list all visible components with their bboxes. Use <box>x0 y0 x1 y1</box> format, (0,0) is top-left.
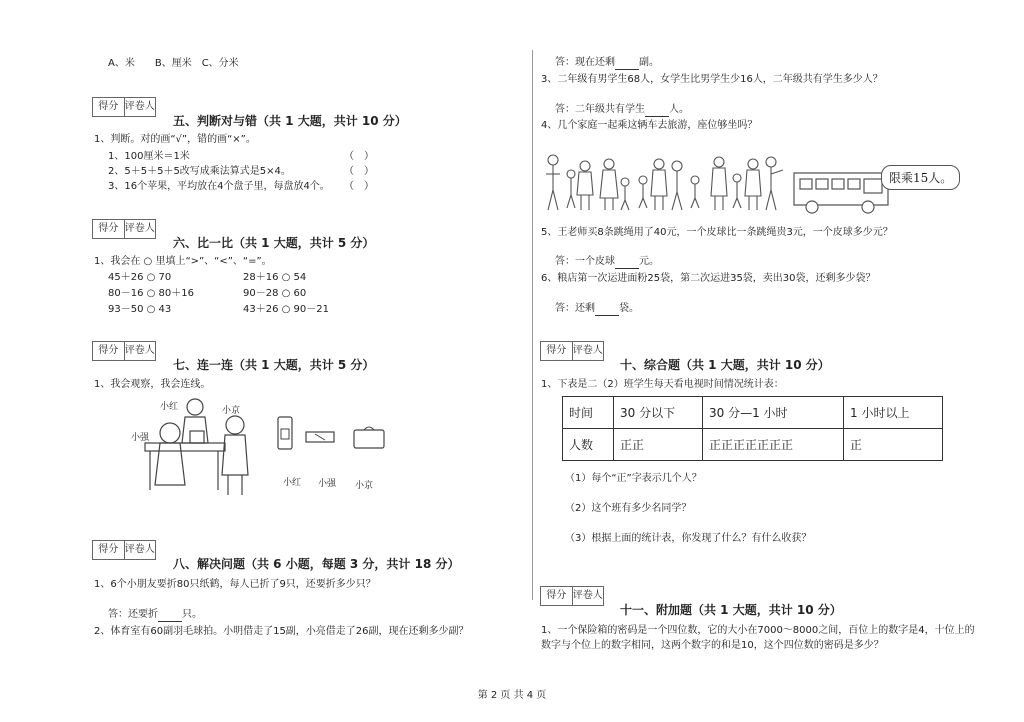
answer-blank[interactable] <box>595 303 619 316</box>
answer-suffix: 副。 <box>639 57 659 68</box>
q3: 3、二年级有男学生68人，女学生比男学生少16人，二年级共有学生多少人？ <box>541 74 883 85</box>
section-7-title: 七、连一连（共 1 大题，共计 5 分） <box>173 358 375 372</box>
sec8-q1: 1、6个小朋友要折80只纸鹤，每人已折了9只，还要折多少只？ <box>94 579 376 590</box>
sec8-a1 <box>108 609 202 622</box>
compare-3: 80－16 ○ 80＋16 <box>108 288 194 299</box>
pencil-case-icon <box>275 413 297 453</box>
answer-6 <box>555 303 639 316</box>
answer-blank[interactable] <box>615 256 639 269</box>
q5: 5、王老师买8条跳绳用了40元，一个皮球比一条跳绳贵3元，一个皮球多少元？ <box>541 227 893 238</box>
sec10-subq-3: （3）根据上面的统计表，你发现了什么？有什么收获？ <box>565 533 812 544</box>
grader-label: 评卷人 <box>572 590 603 601</box>
sec5-paren-2: （ ） <box>344 166 374 177</box>
name-xiaoqiang: 小强 <box>131 433 150 443</box>
bottom-label-1: 小红 <box>283 478 302 488</box>
score-label: 得分 <box>541 587 573 605</box>
sec11-line-1: 1、一个保险箱的密码是一个四位数，它的大小在7000～8000之间，百位上的数字是4，十位上的 <box>541 625 975 636</box>
answer-suffix: 元。 <box>639 256 659 267</box>
sec11-line-2: 数字与个位上的数字相同，这两个数字的和是10，这个四位数的密码是多少？ <box>541 640 884 651</box>
section-5-title: 五、判断对与错（共 1 大题，共计 10 分） <box>173 114 407 128</box>
bus-capacity-sign: 限乘15人。 <box>881 165 960 190</box>
answer-prefix: 答：还要折 <box>108 609 158 620</box>
table-cell: 正正正正正正正 <box>703 429 844 461</box>
grader-label: 评卷人 <box>124 345 155 356</box>
answer-prefix: 答：还剩 <box>555 303 595 314</box>
answer-suffix: 人。 <box>669 104 689 115</box>
score-label: 得分 <box>93 342 125 360</box>
sec5-item-2: 2、5＋5＋5＋5改写成乘法算式是5×4。 <box>108 166 291 177</box>
sec10-prompt: 1、下表是二（2）班学生每天看电视时间情况统计表： <box>541 379 784 390</box>
eraser-icon <box>305 430 335 444</box>
answer-3 <box>555 104 689 117</box>
answer-prefix: 答：现在还剩 <box>555 57 615 68</box>
grader-label: 评卷人 <box>124 544 155 555</box>
compare-4: 90－28 ○ 60 <box>243 288 307 299</box>
grader-label: 评卷人 <box>124 223 155 234</box>
sec5-paren-3: （ ） <box>344 181 374 192</box>
section-8-title: 八、解决问题（共 6 小题，每题 3 分，共计 18 分） <box>173 557 460 571</box>
section-10-title: 十、综合题（共 1 大题，共计 10 分） <box>620 358 830 372</box>
sec8-q2: 2、体育室有60副羽毛球拍。小明借走了15副，小亮借走了26副，现在还剩多少副？ <box>94 626 469 637</box>
answer-suffix: 袋。 <box>619 303 639 314</box>
answer-blank[interactable] <box>645 104 669 117</box>
sec10-subq-1: （1）每个“正”字表示几个人？ <box>565 473 702 484</box>
sec5-paren-1: （ ） <box>344 151 374 162</box>
table-cell: 人数 <box>563 429 614 461</box>
section-11-title: 十一、附加题（共 1 大题，共计 10 分） <box>620 603 842 617</box>
table-header-cell: 1 小时以上 <box>844 397 943 429</box>
page-footer: 第 2 页 共 4 页 <box>477 690 547 701</box>
sec7-prompt: 1、我会观察，我会连线。 <box>94 379 211 390</box>
grader-label: 评卷人 <box>124 101 155 112</box>
name-xiaohong: 小红 <box>160 402 179 412</box>
score-label: 得分 <box>93 98 125 116</box>
answer-5 <box>555 256 659 269</box>
answer-blank[interactable] <box>158 609 182 622</box>
score-label: 得分 <box>541 342 573 360</box>
q6: 6、粮店第一次运进面粉25袋，第二次运进35袋，卖出30袋，还剩多少袋？ <box>541 273 876 284</box>
answer-suffix: 只。 <box>182 609 202 620</box>
score-box-sec7 <box>92 341 156 361</box>
score-box-sec6 <box>92 219 156 239</box>
table-header-cell: 时间 <box>563 397 614 429</box>
table-cell: 正正 <box>614 429 703 461</box>
sec10-subq-2: （2）这个班有多少名同学？ <box>565 503 692 514</box>
table-row <box>563 429 943 461</box>
name-xiaojing: 小京 <box>222 406 241 416</box>
grader-label: 评卷人 <box>572 345 603 356</box>
compare-6: 43＋26 ○ 90－21 <box>243 304 329 315</box>
options-line: A、米 B、厘米 C、分米 <box>108 58 239 69</box>
answer-prefix: 答：二年级共有学生 <box>555 104 645 115</box>
compare-5: 93－50 ○ 43 <box>108 304 172 315</box>
section-6-title: 六、比一比（共 1 大题，共计 5 分） <box>173 236 375 250</box>
answer-blank[interactable] <box>615 57 639 70</box>
score-box-sec8 <box>92 540 156 560</box>
tv-time-table <box>562 396 943 461</box>
score-box-sec11 <box>540 586 604 606</box>
compare-1: 45＋26 ○ 70 <box>108 272 172 283</box>
sec5-prompt: 1、判断。对的画“√”，错的画“×”。 <box>94 134 256 145</box>
families-illustration <box>543 150 788 215</box>
answer-remaining <box>555 57 659 70</box>
table-cell: 正 <box>844 429 943 461</box>
table-row <box>563 397 943 429</box>
bus-icon <box>790 165 890 215</box>
sec5-item-3: 3、16个苹果，平均放在4个盘子里，每盘放4个。 <box>108 181 330 192</box>
column-divider <box>532 50 533 600</box>
compare-2: 28＋16 ○ 54 <box>243 272 307 283</box>
score-box-sec5 <box>92 97 156 117</box>
score-box-sec10 <box>540 341 604 361</box>
table-header-cell: 30 分—1 小时 <box>703 397 844 429</box>
bottom-label-3: 小京 <box>355 481 374 491</box>
score-label: 得分 <box>93 541 125 559</box>
score-label: 得分 <box>93 220 125 238</box>
children-desk-illustration <box>140 395 270 505</box>
sec6-prompt: 1、我会在 ○ 里填上“>”、“<”、“=”。 <box>94 256 272 267</box>
bottom-label-2: 小强 <box>318 479 337 489</box>
answer-prefix: 答：一个皮球 <box>555 256 615 267</box>
table-header-cell: 30 分以下 <box>614 397 703 429</box>
school-bag-icon <box>352 424 386 450</box>
sec5-item-1: 1、100厘米＝1米 <box>108 151 190 162</box>
q4: 4、几个家庭一起乘这辆车去旅游，座位够坐吗？ <box>541 120 758 131</box>
